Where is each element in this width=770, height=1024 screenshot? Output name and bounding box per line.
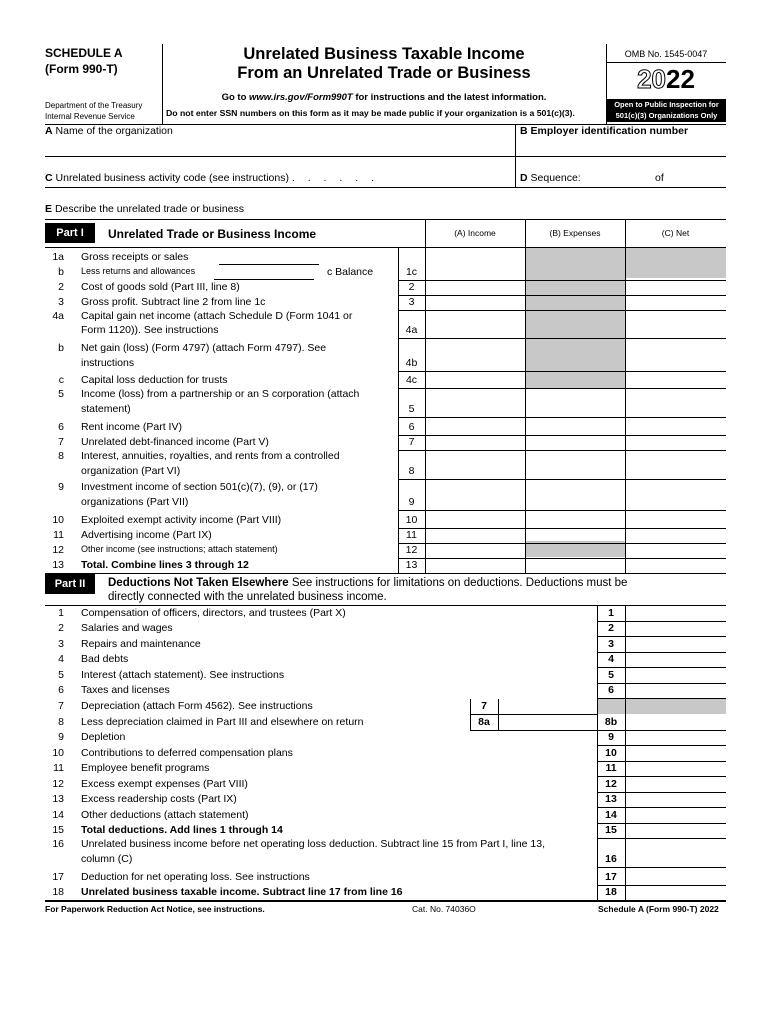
omb-number: OMB No. 1545-0047 (624, 49, 708, 59)
part1-line-text: Income (loss) from a partnership or an S corporation (attach (81, 388, 360, 400)
org-name-input[interactable] (60, 138, 510, 155)
part1-income-input[interactable] (426, 559, 525, 572)
part1-line-number: 11 (53, 529, 64, 541)
part2-amount-input[interactable] (626, 886, 725, 899)
dept-treasury: Department of the Treasury (45, 101, 143, 110)
part1-line-number: 12 (52, 544, 64, 556)
part2-amount-input[interactable] (626, 793, 725, 806)
part2-line-box: 3 (608, 638, 614, 650)
col-b-header: (B) Expenses (549, 228, 601, 238)
part1-income-input[interactable] (426, 436, 525, 449)
part2-line-box: 11 (605, 762, 617, 774)
part1-line-number: 10 (52, 514, 64, 526)
part2-line-text: Other deductions (attach statement) (81, 809, 249, 821)
part1-line-box: 2 (408, 281, 415, 293)
part1-line-number: 5 (58, 388, 64, 400)
form-title-line2: From an Unrelated Trade or Business (237, 64, 531, 82)
part1-line-number: 3 (58, 296, 64, 308)
part2-line-number: 10 (52, 747, 64, 759)
part2-line-text: Compensation of officers, directors, and trustees (Part X) (81, 607, 346, 619)
part2-line-number: 1 (58, 607, 64, 619)
part2-sub-amount-input[interactable] (499, 716, 596, 729)
part2-line-box: 10 (605, 747, 617, 759)
part1-line-text: Less returns and allowances (81, 266, 196, 276)
part2-line-number: 12 (52, 778, 64, 790)
part1-line-text: statement) (81, 403, 131, 415)
part1-line-number: c (58, 374, 64, 386)
part1-line-text: Gross receipts or sales (81, 251, 189, 263)
part1-income-input[interactable] (426, 529, 525, 542)
part2-line-number: 6 (58, 684, 64, 696)
part2-line-box: 8a (478, 716, 490, 728)
footer-paperwork: For Paperwork Reduction Act Notice, see instructions. (45, 904, 265, 914)
part1-line-number: 9 (58, 481, 64, 493)
part2-label: Part II (45, 574, 95, 594)
part2-line-number: 7 (58, 700, 64, 712)
part2-line-box: 6 (608, 684, 614, 696)
part2-line-number: 8 (58, 716, 64, 728)
part1-line-text: Rent income (Part IV) (81, 421, 182, 433)
part1-line-box: 12 (405, 544, 418, 556)
ein-input[interactable] (520, 138, 720, 155)
part1-line-box: 4a (405, 324, 418, 336)
part1-line-text: Interest, annuities, royalties, and rents from a controlled (81, 450, 340, 462)
part2-line-box: 15 (605, 824, 617, 836)
part1-line-text: organization (Part VI) (81, 465, 181, 477)
part2-amount-input[interactable] (626, 871, 725, 884)
trade-description-input[interactable] (270, 201, 720, 217)
footer-schedule: Schedule A (Form 990-T) 2022 (598, 904, 719, 914)
part2-line-box: 14 (605, 809, 617, 821)
field-e-label: E Describe the unrelated trade or business (45, 203, 245, 215)
part2-amount-input[interactable] (626, 747, 725, 760)
part2-title: Deductions Not Taken Elsewhere See instructions for limitations on deductions. Deductions must be (108, 577, 628, 589)
part1-income-input[interactable] (426, 514, 525, 527)
part1-income-input[interactable] (426, 324, 525, 337)
part2-amount-input[interactable] (626, 809, 725, 822)
part2-line-box: 1 (608, 607, 614, 619)
part2-amount-input[interactable] (626, 731, 725, 744)
part2-line-number: 18 (52, 886, 64, 898)
part2-line-box: 4 (608, 653, 614, 665)
part2-line-number: 5 (58, 669, 64, 681)
part1-line-number: 2 (58, 281, 64, 293)
part2-line-text: Employee benefit programs (81, 762, 210, 774)
part2-line-box: 13 (605, 793, 617, 805)
part2-line-text: Unrelated business taxable income. Subtract line 17 from line 16 (81, 886, 403, 898)
irs-name: Internal Revenue Service (45, 112, 135, 121)
part1-line-number: b (58, 342, 64, 354)
part2-line-text: Unrelated business income before net operating loss deduction. Subtract line 15 from Part I, line 13, (81, 838, 546, 850)
part2-amount-input[interactable] (626, 607, 725, 620)
part1-line1c-box: 1c (405, 266, 418, 278)
part2-amount-input[interactable] (626, 638, 725, 651)
part1-line-text: organizations (Part VII) (81, 496, 189, 508)
part1-income-input[interactable] (426, 357, 525, 370)
field-c-label: C Unrelated business activity code (see instructions) . . . . . . (45, 172, 379, 184)
part1-line-number: 7 (58, 436, 64, 448)
part1-line-number: 4a (52, 310, 64, 322)
part2-line-number: 15 (52, 824, 64, 836)
part2-line-box: 18 (605, 886, 617, 898)
part1-income-input[interactable] (426, 281, 525, 294)
part2-line8b-box: 8b (604, 716, 618, 728)
part2-line-number: 17 (52, 871, 64, 883)
part2-line-text: Bad debts (81, 653, 129, 665)
part1-line-text: Total. Combine lines 3 through 12 (81, 559, 249, 571)
part2-line-number: 2 (58, 622, 64, 634)
part1-income-input[interactable] (426, 544, 525, 557)
tax-year: 2022 (637, 64, 695, 94)
part2-line-text: Repairs and maintenance (81, 638, 201, 650)
footer-cat-no: Cat. No. 74036O (412, 904, 476, 914)
part2-title-line2: directly connected with the unrelated business income. (108, 591, 387, 603)
part1-line-number: b (58, 266, 64, 278)
form-number: (Form 990-T) (45, 62, 118, 76)
part1-line-text: Capital loss deduction for trusts (81, 374, 228, 386)
public-inspection-badge: Open to Public Inspection for 501(c)(3) Organizations Only (607, 99, 726, 122)
part1-line-box: 5 (408, 403, 415, 415)
part2-amount-input[interactable] (626, 778, 725, 791)
part2-line-box: 5 (608, 669, 614, 681)
part2-line-box: 16 (605, 853, 617, 865)
part2-sub-amount-input[interactable] (499, 700, 596, 713)
field-d-label: D Sequence: (520, 172, 581, 184)
part1-line-text: Unrelated debt-financed income (Part V) (81, 436, 269, 448)
part1-line-box: 4b (405, 357, 418, 369)
part1-line-box: 10 (405, 514, 418, 526)
part2-line8b-input[interactable] (626, 716, 725, 729)
part2-line-text: Taxes and licenses (81, 684, 170, 696)
field-a-label: A Name of the organization (45, 125, 173, 137)
part2-line-number: 11 (53, 762, 64, 774)
part1-line-text: Net gain (loss) (Form 4797) (attach Form 4797). See (81, 342, 327, 354)
part1-line-text: Investment income of section 501(c)(7), (9), or (17) (81, 481, 318, 493)
activity-code-input[interactable] (420, 170, 510, 186)
part2-line-number: 3 (58, 638, 64, 650)
part1-line-number: 13 (52, 559, 64, 571)
part2-amount-input[interactable] (626, 762, 725, 775)
part2-line-box: 17 (605, 871, 617, 883)
part1-label: Part I (45, 223, 95, 243)
part2-line-text: Excess readership costs (Part IX) (81, 793, 237, 805)
part2-line-text: Deduction for net operating loss. See instructions (81, 871, 310, 883)
part1-line-box: 8 (408, 465, 415, 477)
col-c-header: (C) Net (661, 228, 690, 238)
part2-line-text: Excess exempt expenses (Part VIII) (81, 778, 248, 790)
part1-line-text: Advertising income (Part IX) (81, 529, 212, 541)
part1-income-input[interactable] (426, 421, 525, 434)
part2-line-number: 14 (52, 809, 64, 821)
part2-line-text: Salaries and wages (81, 622, 173, 634)
part1-line-number: 8 (58, 450, 64, 462)
part2-line-text: Less depreciation claimed in Part III and elsewhere on return (81, 716, 364, 728)
part1-line1c-balance: c Balance (327, 266, 374, 278)
part1-line-number: 1a (52, 251, 64, 263)
part1-title: Unrelated Trade or Business Income (108, 227, 317, 241)
sequence-of: of (655, 172, 664, 184)
part1-income-input[interactable] (426, 496, 525, 509)
form-title-line1: Unrelated Business Taxable Income (243, 45, 525, 63)
part1-line-box: 6 (408, 421, 415, 433)
part2-amount-input[interactable] (626, 669, 725, 682)
part2-line-text: column (C) (81, 853, 133, 865)
part1-line-text: Exploited exempt activity income (Part VIII) (81, 514, 282, 526)
part2-line-text: Depletion (81, 731, 126, 743)
part1-income-input[interactable] (426, 465, 525, 478)
part1-line-text: Form 1120)). See instructions (81, 324, 219, 336)
part2-line-number: 4 (58, 653, 64, 665)
sequence-total-input[interactable] (670, 170, 720, 186)
part2-amount-input[interactable] (626, 622, 725, 635)
part2-line-text: Depreciation (attach Form 4562). See instructions (81, 700, 313, 712)
part2-amount-input[interactable] (626, 684, 725, 697)
part2-line-number: 13 (52, 793, 64, 805)
part2-amount-input[interactable] (626, 853, 725, 866)
part1-line-box: 3 (408, 296, 415, 308)
instructions-link: Go to www.irs.gov/Form990T for instructions and the latest information. (221, 92, 547, 103)
part1-line-box: 11 (406, 529, 417, 541)
part1-line-text: Other income (see instructions; attach statement) (81, 544, 278, 554)
part2-amount-input[interactable] (626, 653, 725, 666)
part1-line-box: 4c (405, 374, 418, 386)
part2-line-text: Total deductions. Add lines 1 through 14 (81, 824, 283, 836)
part1-line-box: 13 (405, 559, 418, 571)
part2-line-text: Contributions to deferred compensation plans (81, 747, 293, 759)
sequence-input[interactable] (596, 170, 646, 186)
part1-line-text: Cost of goods sold (Part III, line 8) (81, 281, 240, 293)
part1-line-box: 7 (408, 436, 415, 448)
part2-amount-input[interactable] (626, 824, 725, 837)
part2-line-number: 9 (58, 731, 64, 743)
part2-line-text: Interest (attach statement). See instructions (81, 669, 285, 681)
schedule-name: SCHEDULE A (45, 46, 123, 60)
part1-line-text: Gross profit. Subtract line 2 from line 1c (81, 296, 266, 308)
part1-income-input[interactable] (426, 374, 525, 387)
part2-line-box: 2 (608, 622, 614, 634)
part1-line-text: Capital gain net income (attach Schedule D (Form 1041 or (81, 310, 353, 322)
part2-line-number: 16 (52, 838, 64, 850)
part1-line-box: 9 (408, 496, 415, 508)
part1-line-number: 6 (58, 421, 64, 433)
part1-line-text: instructions (81, 357, 135, 369)
part2-line-box: 9 (608, 731, 614, 743)
col-a-header: (A) Income (454, 228, 496, 238)
part2-line-box: 7 (481, 700, 487, 712)
part2-line-box: 12 (605, 778, 617, 790)
ssn-warning: Do not enter SSN numbers on this form as it may be made public if your organization is a 501(c)(3). (166, 108, 575, 118)
part1-income-input[interactable] (426, 296, 525, 309)
part1-income-input[interactable] (426, 403, 525, 416)
field-b-label: B Employer identification number (520, 125, 689, 137)
